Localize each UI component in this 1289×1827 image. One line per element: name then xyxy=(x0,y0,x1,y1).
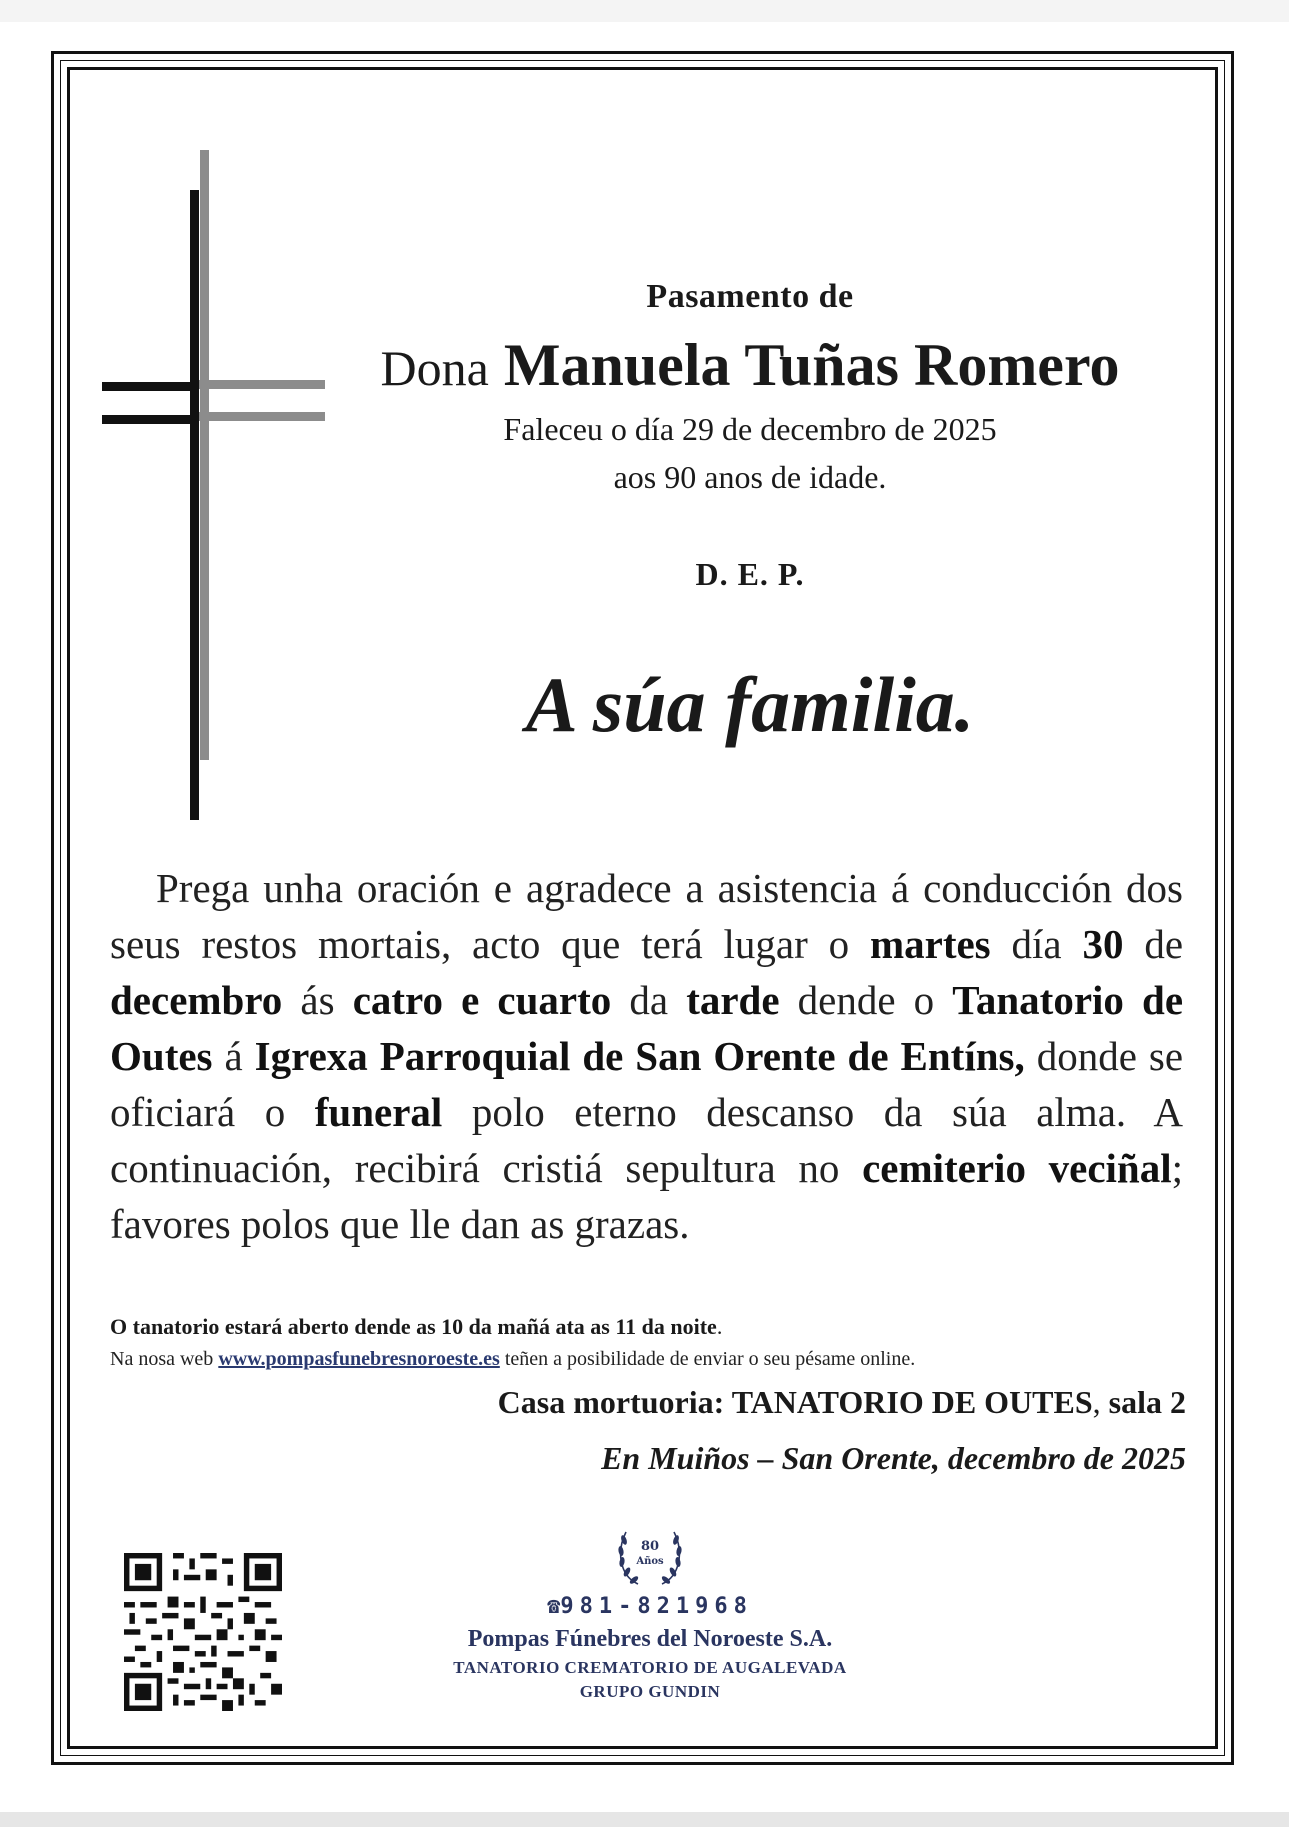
qr-code-icon[interactable] xyxy=(124,1553,282,1711)
family-signature: A súa familia. xyxy=(525,661,975,748)
funeral-home-line: Casa mortuoria: TANATORIO DE OUTES, sala 2 xyxy=(497,1384,1186,1420)
pasamento-label: Pasamento de xyxy=(646,278,854,315)
funeral-announcement-text: Prega unha oración e agradece a asistencia á conducción dos seus restos mortais, acto que terá lugar o martes día 30 de decembro ás catro e cuarto da tarde dende o Tanatorio de Outes á Igrexa Parroquial de San Orente de Entíns, donde se oficiará o funeral polo eterno descanso da súa alma. A continuación, recibirá cristiá sepultura no cemiterio veciñal; favores polos que lle dan as grazas. xyxy=(110,865,1184,1247)
emblem-number: 80 xyxy=(640,1539,660,1554)
deceased-name-line xyxy=(300,330,1200,403)
web-note: Na nosa web www.pompasfunebresnoroeste.es teñen a posibilidade de enviar o seu pésame online. xyxy=(110,1348,916,1370)
cross-icon xyxy=(95,150,325,820)
bottom-bar xyxy=(0,1812,1289,1827)
crematorium-name: TANATORIO CREMATORIO DE AUGALEVADA xyxy=(453,1658,847,1677)
title-prefix: Dona xyxy=(380,340,489,396)
company-name: Pompas Fúnebres del Noroeste S.A. xyxy=(467,1626,833,1652)
phone-number[interactable]: ☎981-821968 xyxy=(547,1594,753,1619)
group-name: GRUPO GUNDIN xyxy=(579,1682,721,1701)
age-line: aos 90 anos de idade. xyxy=(613,459,887,495)
phone-icon: ☎ xyxy=(547,1594,561,1619)
opening-hours-note: O tanatorio estará aberto dende as 10 da mañá ata as 11 da noite. xyxy=(110,1314,723,1339)
top-bar xyxy=(0,0,1289,22)
anniversary-emblem xyxy=(608,1518,692,1590)
dep-label: D. E. P. xyxy=(695,556,805,592)
website-link[interactable]: www.pompasfunebresnoroeste.es xyxy=(218,1348,500,1370)
deceased-name: Manuela Tuñas Romero xyxy=(503,332,1120,398)
emblem-text: Años xyxy=(636,1556,664,1567)
death-date: Faleceu o día 29 de decembro de 2025 xyxy=(503,411,997,447)
place-date: En Muiños – San Orente, decembro de 2025 xyxy=(601,1440,1186,1476)
